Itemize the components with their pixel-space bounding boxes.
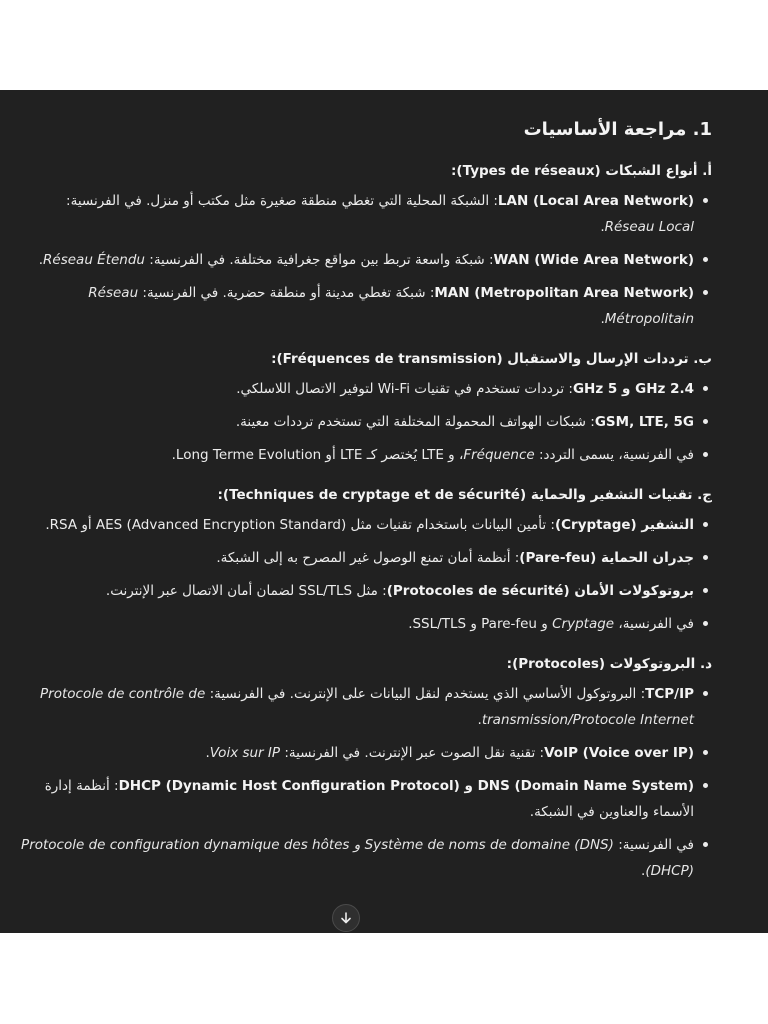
protocols-list [20,681,712,884]
item-tail: و Pare-feu و SSL/TLS. [408,616,553,632]
list-item [20,188,694,240]
item-french-term: Cryptage [552,616,615,632]
item-text: في الفرنسية، يسمى التردد: [534,447,694,463]
list-item [20,611,694,637]
item-text: : الشبكة المحلية التي تغطي منطقة صغيرة مثل مكتب أو منزل. في الفرنسية: [66,193,498,209]
subsection-heading-frequencies: ب. ترددات الإرسال والاستقبال (Fréquences de transmission): [271,351,712,367]
list-item [20,578,694,604]
item-term: LAN (Local Area Network) [497,193,694,209]
list-item [20,512,694,538]
item-term: جدران الحماية (Pare-feu) [519,550,694,566]
list-item [20,740,694,766]
item-term: VoIP (Voice over IP) [544,745,694,761]
item-tail: . [641,863,646,879]
item-tail: . [205,745,210,761]
item-term: WAN (Wide Area Network) [493,252,694,268]
item-tail: . [600,219,605,235]
item-text: في الفرنسية: [613,837,694,853]
subsection-heading-security: ج. تقنيات التشفير والحماية (Techniques de cryptage et de sécurité): [217,487,712,503]
list-item [20,247,694,273]
item-term: التشفير (Cryptage) [554,517,694,533]
item-term: 2.4 GHz و 5 GHz [572,381,694,397]
item-text: : تقنية نقل الصوت عبر الإنترنت. في الفرنسية: [280,745,545,761]
list-item [20,773,694,825]
item-text: : أنظمة أمان تمنع الوصول غير المصرح به إلى الشبكة. [216,550,520,566]
list-item [20,545,694,571]
message-content [20,112,712,891]
item-term: TCP/IP [645,686,694,702]
scroll-to-bottom-button[interactable] [332,904,360,932]
item-tail: . [600,311,605,327]
list-item [20,280,694,332]
item-french-term: Réseau Local [604,219,694,235]
item-text: : شبكات الهواتف المحمولة المختلفة التي تستخدم ترددات معينة. [235,414,595,430]
subsection-heading-network-types: أ. أنواع الشبكات (Types de réseaux): [451,163,712,179]
item-tail: . [477,712,482,728]
security-list [20,512,712,637]
item-french-term: Réseau Étendu [43,252,145,268]
frequencies-list [20,376,712,468]
network-types-list [20,188,712,332]
arrow-down-icon [339,911,353,925]
item-term: MAN (Metropolitan Area Network) [434,285,694,301]
item-french-term: Système de noms de domaine (DNS) و Protocole de configuration dynamique des hôtes (DHCP) [21,837,694,879]
list-item [20,442,694,468]
item-term: DNS (Domain Name System) و DHCP (Dynamic Host Configuration Protocol) [118,778,694,794]
list-item [20,376,694,402]
list-item [20,832,694,884]
item-text: : البروتوكول الأساسي الذي يستخدم لنقل البيانات على الإنترنت. في الفرنسية: [205,686,646,702]
item-french-term: Voix sur IP [209,745,281,761]
item-text: : مثل SSL/TLS لضمان أمان الاتصال عبر الإنترنت. [105,583,387,599]
item-tail: . [38,252,44,268]
list-item [20,681,694,733]
item-text: : شبكة واسعة تربط بين مواقع جغرافية مختلفة. في الفرنسية: [144,252,494,268]
item-french-term: Fréquence [463,447,535,463]
item-term: GSM, LTE, 5G [594,414,694,430]
item-text: : شبكة تغطي مدينة أو منطقة حضرية. في الفرنسية: [138,285,435,301]
list-item [20,409,694,435]
item-term: بروتوكولات الأمان (Protocoles de sécurité) [386,583,694,599]
item-text: : ترددات تستخدم في تقنيات Wi-Fi لتوفير الاتصال اللاسلكي. [236,381,573,397]
item-french-term: Protocole de contrôle de transmission/Protocole Internet [40,686,694,728]
item-tail: ، و LTE يُختصر كـ LTE أو Long Terme Evolution. [171,447,464,463]
subsection-heading-protocols: د. البروتوكولات (Protocoles): [506,656,712,672]
item-text: : تأمين البيانات باستخدام تقنيات مثل AES (Advanced Encryption Standard) أو RSA. [45,517,555,533]
item-text: : أنظمة إدارة الأسماء والعناوين في الشبكة. [44,778,694,820]
chat-message-panel [0,90,768,933]
item-text: في الفرنسية، [614,616,694,632]
section-title: 1. مراجعة الأساسيات [523,119,712,140]
item-french-term: Réseau Métropolitain [88,285,694,327]
